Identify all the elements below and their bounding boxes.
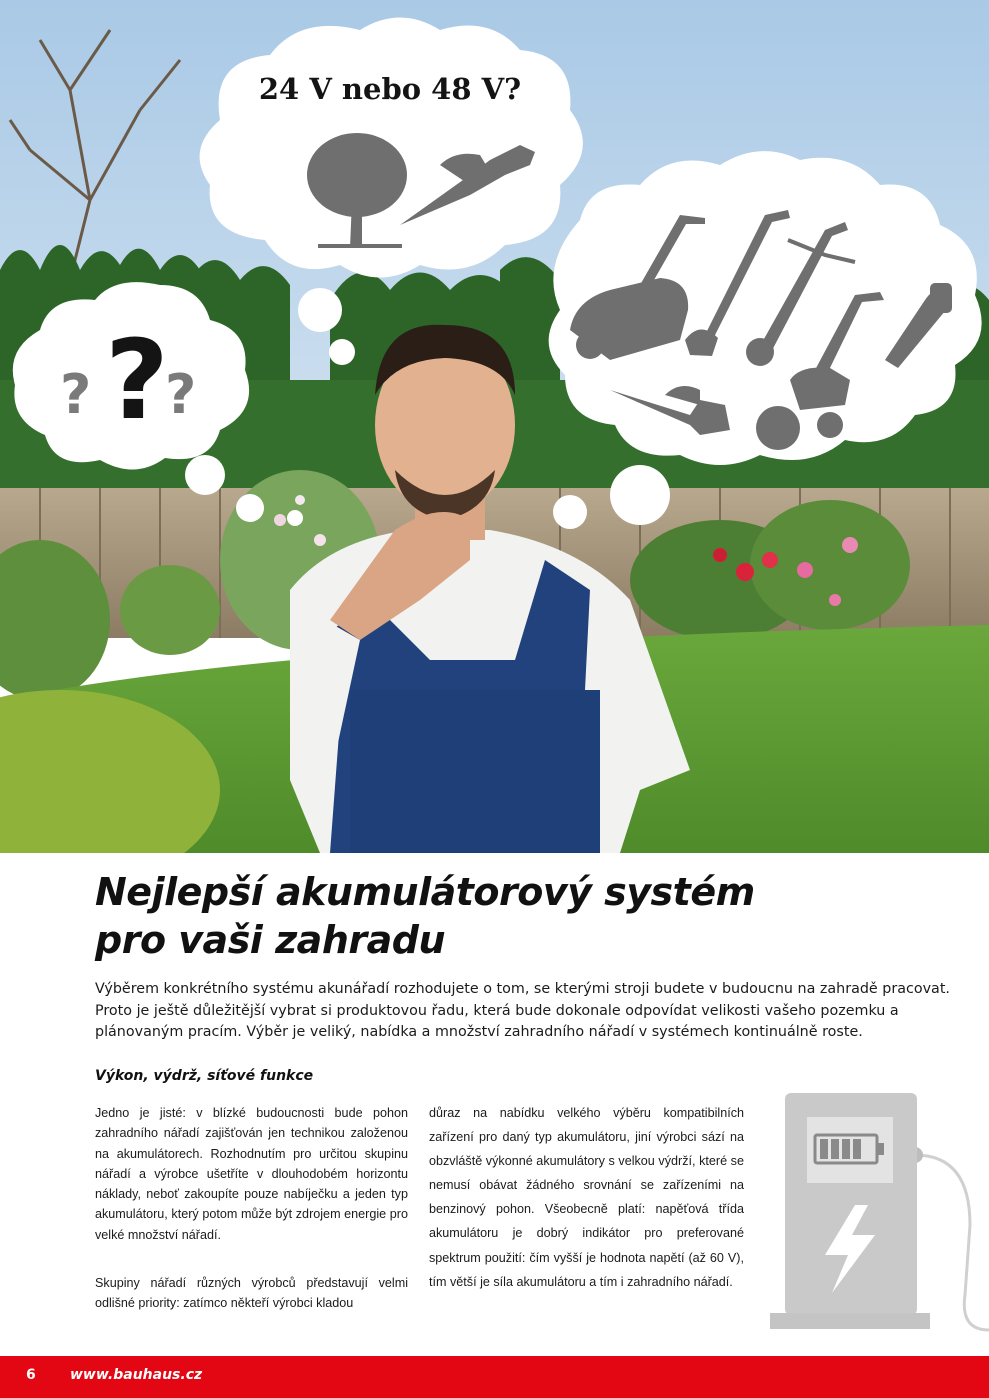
col1-paragraph-1: Jedno je jisté: v blízké budoucnosti bude pohon zahradního nářadí zajišťován jen technikou založenou na akumulátorech. Rozhodnutím pro určitou skupinu nářadí a výrobce ušetříte v dlouhodobém horizontu náklady, neboť zakoupíte pouze nabíječku a jeden typ akumulátoru, který potom může být zdrojem energie pro velké množství nářadí. — [95, 1106, 408, 1242]
headline-line-2: pro vaši zahradu — [95, 918, 446, 962]
text-column-1 — [95, 1103, 408, 1314]
battery-charger-icon — [760, 1085, 989, 1339]
text-column-2 — [429, 1101, 744, 1294]
website-link[interactable]: www.bauhaus.cz — [70, 1367, 203, 1383]
page-title — [95, 868, 895, 964]
intro-paragraph: Výběrem konkrétního systému akunářadí rozhodujete o tom, se kterými stroji budete v budoucnu na zahradě pracovat. Proto je ještě důležitější vybrat si produktovou řadu, která bude dokonale odpovídat velikosti vašeho pozemku a plánovaným pracím. Výběr je veliký, nabídka a množství zahradního nářadí v systémech kontinuálně roste. — [95, 981, 950, 1040]
svg-text:?: ? — [105, 316, 169, 444]
section-heading: Výkon, výdrž, síťové funkce — [95, 1068, 314, 1084]
page-number: 6 — [26, 1367, 36, 1383]
svg-text:?: ? — [60, 363, 92, 426]
footer-bar — [0, 1356, 989, 1398]
headline-line-1: Nejlepší akumulátorový systém — [95, 870, 755, 914]
svg-text:?: ? — [165, 363, 197, 426]
col2-paragraph-1: důraz na nabídku velkého výběru kompatibilních zařízení pro daný typ akumulátoru, jiní výrobci sází na obzvláště výkonné akumulátory s velkou výdrží, které se nemusí obávat žádného srovnání se zařízeními na benzinový pohon. Všeobecně platí: napěťová třída akumulátoru je dobrý indikátor pro preferované spektrum použití: čím vyšší je hodnota napětí (až 60 V), tím větší je síla akumulátoru a tím i zahradního nářadí. — [429, 1106, 744, 1289]
col1-paragraph-2: Skupiny nářadí různých výrobců představují velmi odlišné priority: zatímco někteří výrobci kladou — [95, 1276, 408, 1311]
cloud-title: 24 V nebo 48 V? — [258, 72, 522, 106]
